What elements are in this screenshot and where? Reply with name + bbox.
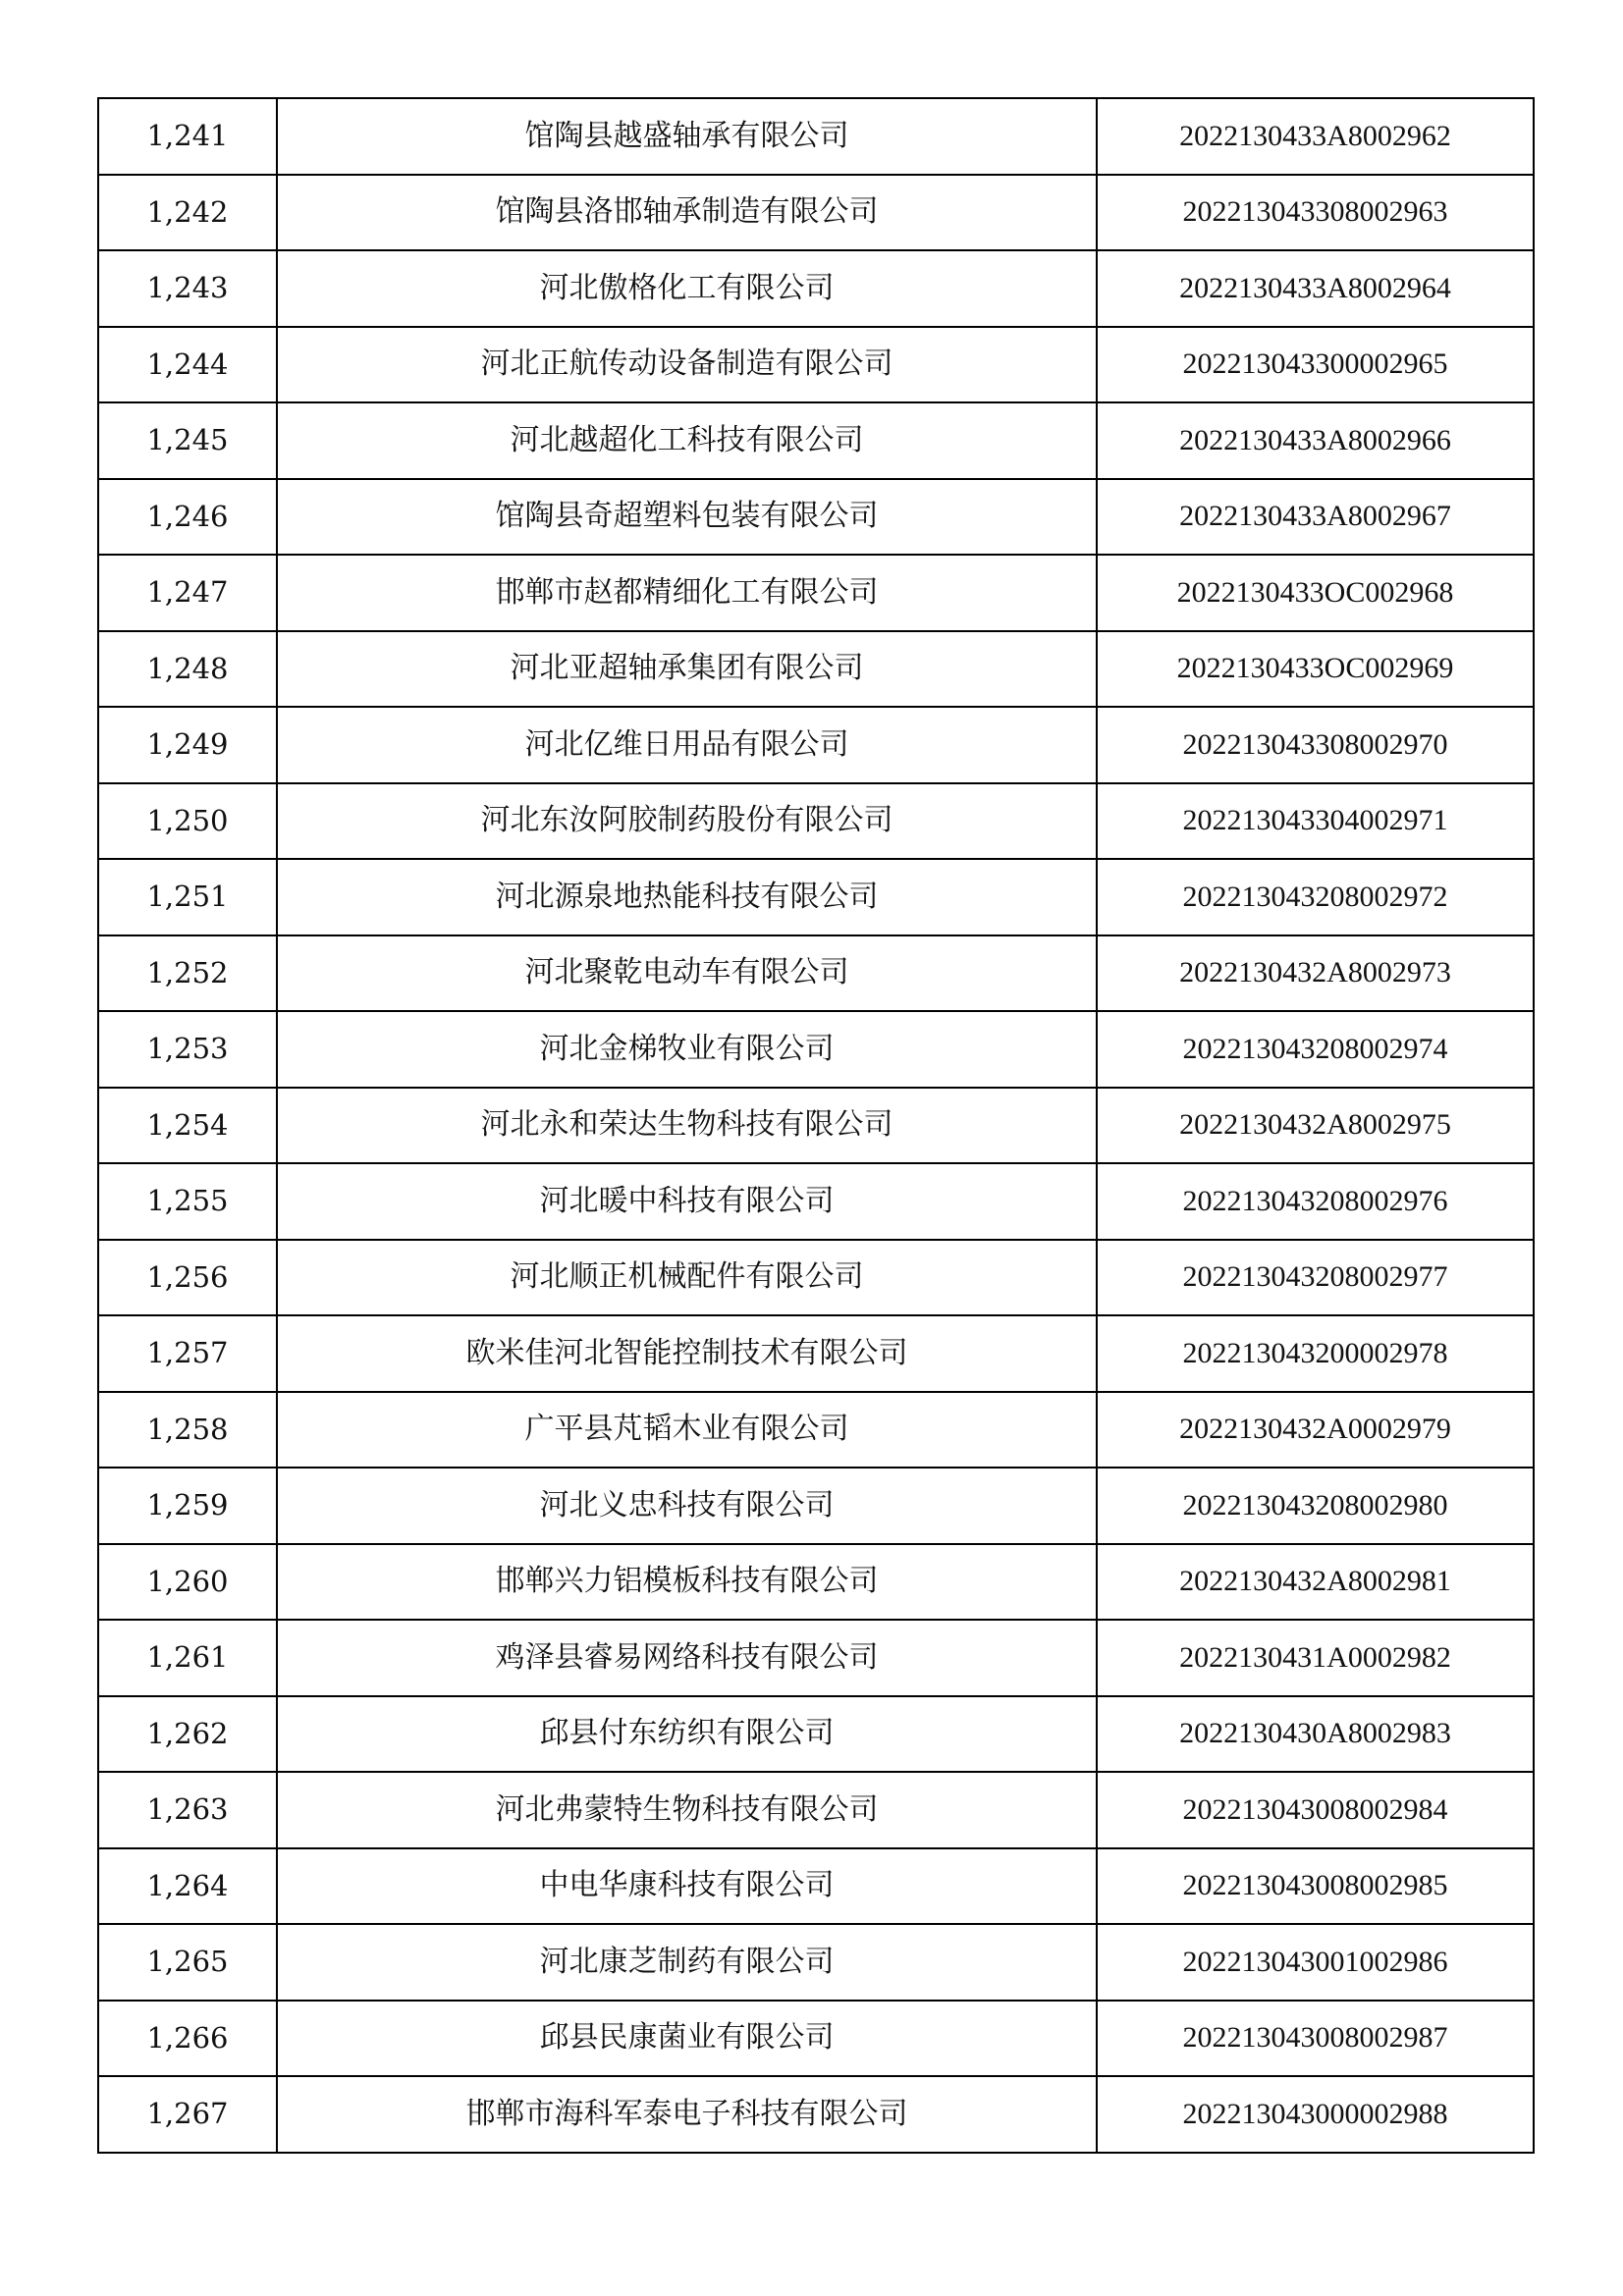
table-row (98, 783, 1534, 860)
row-number-cell: 1,261 (98, 1620, 277, 1696)
company-name-cell: 欧米佳河北智能控制技术有限公司 (277, 1315, 1097, 1392)
row-number-cell: 1,245 (98, 402, 277, 479)
row-number-cell: 1,251 (98, 859, 277, 935)
registration-code-cell: 202213043300002965 (1097, 327, 1534, 403)
table-row (98, 1924, 1534, 2001)
row-number-cell: 1,255 (98, 1163, 277, 1240)
registration-code-cell: 2022130433A8002966 (1097, 402, 1534, 479)
table-row (98, 1696, 1534, 1773)
company-name-cell: 河北永和荣达生物科技有限公司 (277, 1088, 1097, 1164)
row-number-cell: 1,267 (98, 2076, 277, 2153)
table-row (98, 402, 1534, 479)
row-number-cell: 1,243 (98, 250, 277, 327)
company-name-cell: 邯郸市赵都精细化工有限公司 (277, 555, 1097, 631)
table-row (98, 1392, 1534, 1468)
row-number-cell: 1,264 (98, 1848, 277, 1925)
registration-code-cell: 202213043208002972 (1097, 859, 1534, 935)
company-name-cell: 河北康芝制药有限公司 (277, 1924, 1097, 2001)
table-row (98, 859, 1534, 935)
row-number-cell: 1,241 (98, 98, 277, 175)
table-body (98, 98, 1534, 2153)
registration-code-cell: 2022130433A8002962 (1097, 98, 1534, 175)
registration-code-cell: 2022130432A8002975 (1097, 1088, 1534, 1164)
row-number-cell: 1,263 (98, 1772, 277, 1848)
company-name-cell: 河北亚超轴承集团有限公司 (277, 631, 1097, 708)
registration-code-cell: 202213043308002970 (1097, 707, 1534, 783)
table-row (98, 1848, 1534, 1925)
table-row (98, 2076, 1534, 2153)
company-name-cell: 河北亿维日用品有限公司 (277, 707, 1097, 783)
company-name-cell: 中电华康科技有限公司 (277, 1848, 1097, 1925)
company-name-cell: 邯郸市海科军泰电子科技有限公司 (277, 2076, 1097, 2153)
company-name-cell: 馆陶县越盛轴承有限公司 (277, 98, 1097, 175)
company-name-cell: 河北聚乾电动车有限公司 (277, 935, 1097, 1012)
registration-code-cell: 202213043008002987 (1097, 2001, 1534, 2077)
row-number-cell: 1,246 (98, 479, 277, 556)
table-row (98, 250, 1534, 327)
registration-code-cell: 202213043200002978 (1097, 1315, 1534, 1392)
registration-code-cell: 2022130430A8002983 (1097, 1696, 1534, 1773)
company-registry-table (97, 97, 1535, 2154)
registration-code-cell: 2022130433A8002967 (1097, 479, 1534, 556)
company-name-cell: 河北越超化工科技有限公司 (277, 402, 1097, 479)
company-name-cell: 邱县民康菌业有限公司 (277, 2001, 1097, 2077)
row-number-cell: 1,258 (98, 1392, 277, 1468)
registration-code-cell: 202213043208002976 (1097, 1163, 1534, 1240)
registration-code-cell: 202213043000002988 (1097, 2076, 1534, 2153)
table-row (98, 1620, 1534, 1696)
registration-code-cell: 202213043304002971 (1097, 783, 1534, 860)
row-number-cell: 1,252 (98, 935, 277, 1012)
table-row (98, 631, 1534, 708)
company-name-cell: 馆陶县洛邯轴承制造有限公司 (277, 175, 1097, 251)
table-row (98, 1772, 1534, 1848)
company-name-cell: 河北东汝阿胶制药股份有限公司 (277, 783, 1097, 860)
table-row (98, 1011, 1534, 1088)
row-number-cell: 1,260 (98, 1544, 277, 1621)
company-name-cell: 河北金梯牧业有限公司 (277, 1011, 1097, 1088)
registration-code-cell: 2022130432A8002973 (1097, 935, 1534, 1012)
row-number-cell: 1,256 (98, 1240, 277, 1316)
registration-code-cell: 202213043008002984 (1097, 1772, 1534, 1848)
company-name-cell: 河北暖中科技有限公司 (277, 1163, 1097, 1240)
row-number-cell: 1,244 (98, 327, 277, 403)
table-row (98, 1163, 1534, 1240)
table-row (98, 1240, 1534, 1316)
table-row (98, 479, 1534, 556)
table-row (98, 98, 1534, 175)
row-number-cell: 1,249 (98, 707, 277, 783)
row-number-cell: 1,247 (98, 555, 277, 631)
company-name-cell: 邱县付东纺织有限公司 (277, 1696, 1097, 1773)
company-name-cell: 河北正航传动设备制造有限公司 (277, 327, 1097, 403)
table-row (98, 1544, 1534, 1621)
company-name-cell: 河北傲格化工有限公司 (277, 250, 1097, 327)
company-name-cell: 邯郸兴力铝模板科技有限公司 (277, 1544, 1097, 1621)
registration-code-cell: 202213043308002963 (1097, 175, 1534, 251)
registration-code-cell: 2022130433OC002968 (1097, 555, 1534, 631)
registration-code-cell: 202213043208002974 (1097, 1011, 1534, 1088)
registration-code-cell: 2022130432A0002979 (1097, 1392, 1534, 1468)
company-name-cell: 河北顺正机械配件有限公司 (277, 1240, 1097, 1316)
table-row (98, 175, 1534, 251)
registration-code-cell: 202213043208002980 (1097, 1468, 1534, 1544)
registration-code-cell: 2022130433OC002969 (1097, 631, 1534, 708)
registration-code-cell: 202213043208002977 (1097, 1240, 1534, 1316)
row-number-cell: 1,248 (98, 631, 277, 708)
company-name-cell: 广平县芃韬木业有限公司 (277, 1392, 1097, 1468)
table-row (98, 1088, 1534, 1164)
row-number-cell: 1,253 (98, 1011, 277, 1088)
table-row (98, 2001, 1534, 2077)
row-number-cell: 1,242 (98, 175, 277, 251)
row-number-cell: 1,265 (98, 1924, 277, 2001)
row-number-cell: 1,262 (98, 1696, 277, 1773)
company-name-cell: 鸡泽县睿易网络科技有限公司 (277, 1620, 1097, 1696)
company-name-cell: 河北义忠科技有限公司 (277, 1468, 1097, 1544)
registration-code-cell: 202213043001002986 (1097, 1924, 1534, 2001)
company-name-cell: 河北源泉地热能科技有限公司 (277, 859, 1097, 935)
company-name-cell: 河北弗蒙特生物科技有限公司 (277, 1772, 1097, 1848)
registration-code-cell: 2022130433A8002964 (1097, 250, 1534, 327)
table-row (98, 1468, 1534, 1544)
table-row (98, 935, 1534, 1012)
company-name-cell: 馆陶县奇超塑料包装有限公司 (277, 479, 1097, 556)
table-row (98, 1315, 1534, 1392)
row-number-cell: 1,257 (98, 1315, 277, 1392)
row-number-cell: 1,254 (98, 1088, 277, 1164)
registration-code-cell: 2022130431A0002982 (1097, 1620, 1534, 1696)
table-row (98, 327, 1534, 403)
table-row (98, 555, 1534, 631)
row-number-cell: 1,259 (98, 1468, 277, 1544)
table-row (98, 707, 1534, 783)
row-number-cell: 1,266 (98, 2001, 277, 2077)
registration-code-cell: 2022130432A8002981 (1097, 1544, 1534, 1621)
row-number-cell: 1,250 (98, 783, 277, 860)
registration-code-cell: 202213043008002985 (1097, 1848, 1534, 1925)
